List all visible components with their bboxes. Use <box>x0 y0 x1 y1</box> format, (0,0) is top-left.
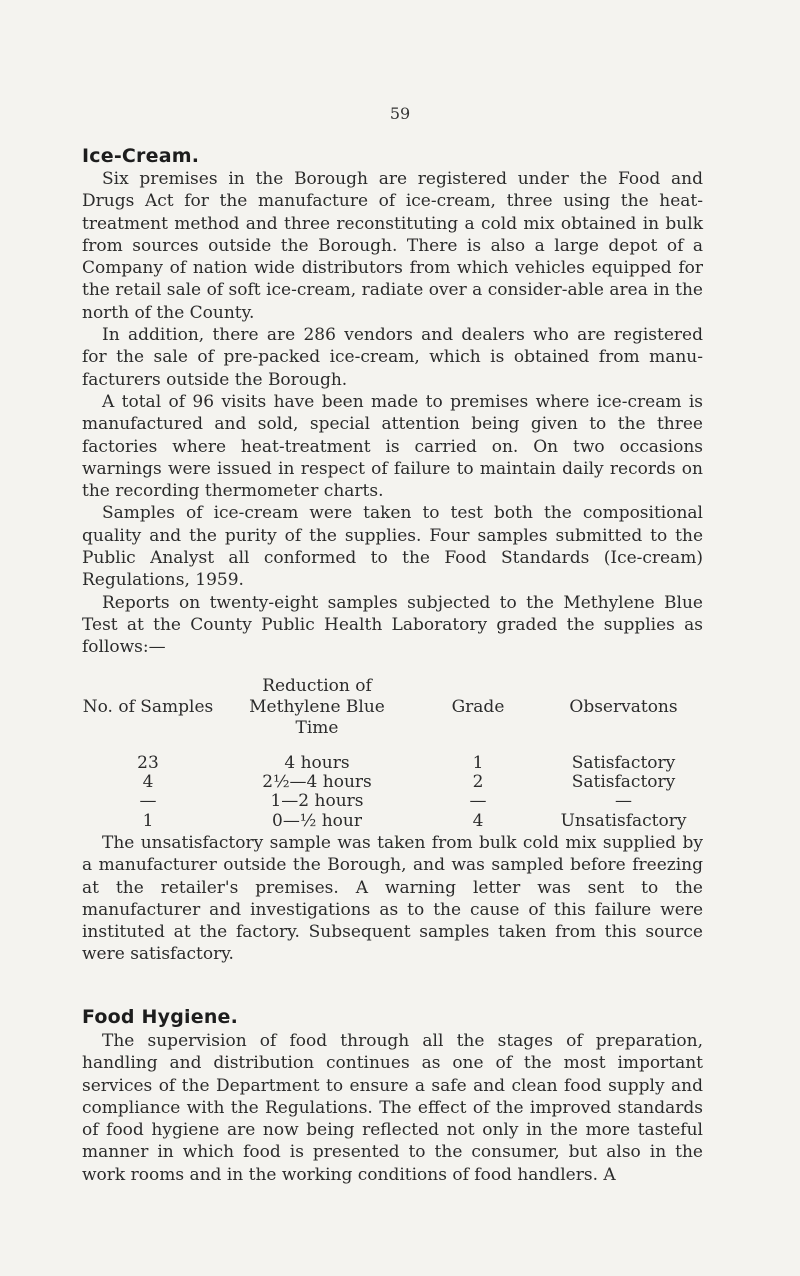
table-cell-samples: 1 <box>142 811 154 831</box>
table-cell-samples: — <box>139 791 157 811</box>
table-cell-samples: 23 <box>137 753 159 773</box>
table-cell-observation: Unsatisfactory <box>560 811 687 831</box>
header-reduction-line3: Time <box>295 718 339 738</box>
table-cell-grade: 2 <box>472 772 484 792</box>
ice-cream-paragraph-3: A total of 96 visits have been made to premises where ice-cream is manufactured and sold, special attention being given to the three factories where heat-treatment is carried on. On two occasions warnings were issued in respect of failure to maintain daily records on the recording thermometer charts. <box>82 391 703 502</box>
ice-cream-paragraph-2: In addition, there are 286 vendors and dealers who are registered for the sale of pre-packed ice-cream, which is obtained from manu-facturers outside the Borough. <box>82 325 703 390</box>
ice-cream-closing-paragraph: The unsatisfactory sample was taken from bulk cold mix supplied by a manufacturer outside the Borough, and was sampled before freezing at the retailer's premises. A warning letter was sent to the manufacturer and investigations as to the cause of this failure were instituted at the factory. Subsequent samples taken from this source were satisfactory. <box>82 833 703 965</box>
page-number: 59 <box>389 104 411 123</box>
header-reduction-line1: Reduction of <box>262 676 372 696</box>
table-cell-observation: Satisfactory <box>571 753 676 773</box>
header-grade: Grade <box>451 697 505 717</box>
table-cell-grade: 4 <box>472 811 484 831</box>
ice-cream-paragraph-5: Reports on twenty-eight samples subjected to the Methylene Blue Test at the County Public Health Laboratory graded the supplies as follows:— <box>82 592 703 658</box>
ice-cream-closing <box>82 832 703 966</box>
ice-cream-paragraph-1: Six premises in the Borough are registered under the Food and Drugs Act for the manufacture of ice-cream, three using the heat-treatment method and three reconstituting a cold mix obtained in bulk from sources outside the Borough. There is also a large depot of a Company of nation wide distributors from which vehicles equipped for the retail sale of soft ice-cream, radiate over a consider-able area in the north of the County. <box>82 169 703 323</box>
food-hygiene-heading: Food Hygiene. <box>82 1006 239 1028</box>
table-cell-time: 1—2 hours <box>270 791 364 811</box>
table-cell-grade: 1 <box>472 753 484 773</box>
header-samples: No. of Samples <box>82 697 214 717</box>
header-observations: Observatons <box>569 697 678 717</box>
food-hygiene-paragraph: The supervision of food through all the stages of preparation, handling and distribution continues as one of the most important services of the Department to ensure a safe and clean food supply and compliance with the Regulations. The effect of the improved standards of food hygiene are now being reflected not only in the more tasteful manner in which food is presented to the consumer, but also in the work rooms and in the working conditions of food handlers. A <box>82 1031 703 1185</box>
ice-cream-intro <box>82 168 703 659</box>
ice-cream-heading: Ice-Cream. <box>82 145 200 167</box>
table-cell-samples: 4 <box>142 772 154 792</box>
table-cell-time: 4 hours <box>284 753 350 773</box>
table-cell-observation: Satisfactory <box>571 772 676 792</box>
table-cell-time: 0—½ hour <box>272 811 362 831</box>
methylene-blue-table <box>82 675 703 845</box>
ice-cream-paragraph-4: Samples of ice-cream were taken to test both the compositional quality and the purity of the supplies. Four samples submitted to the Public Analyst all conformed to the Food Standards (Ice-cream) Regulations, 1959. <box>82 503 703 591</box>
table-cell-observation: — <box>615 791 632 811</box>
food-hygiene-body <box>82 1030 703 1186</box>
table-cell-time: 2½—4 hours <box>262 772 372 792</box>
table-cell-grade: — <box>469 791 487 811</box>
header-reduction-line2: Methylene Blue <box>249 697 385 717</box>
